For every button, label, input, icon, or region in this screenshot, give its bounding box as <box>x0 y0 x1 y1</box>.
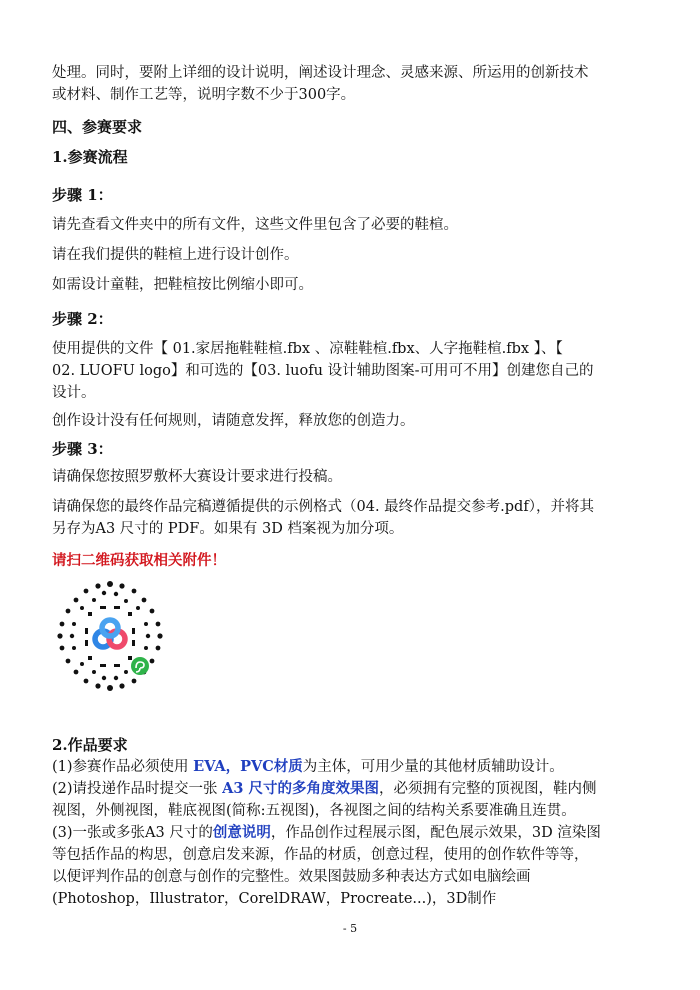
intro-line-2: 或材料、制作工艺等，说明字数不少于300字。 <box>52 87 356 103</box>
step-3-text-1: 请确保您按照罗敷杯大赛设计要求进行投稿。 <box>52 469 342 485</box>
step-2-text-1-line-3: 设计。 <box>52 385 96 401</box>
step-2-text-1-line-2: 02. LUOFU logo】和可选的【03. luofu 设计辅助图案-可用可不用】创建您自己的 <box>52 363 594 379</box>
process-heading: 1.参赛流程 <box>52 148 128 166</box>
requirement-3-line-3: 以便评判作品的创意与创作的完整性。效果图鼓励多种表达方式如电脑绘画 <box>52 869 531 885</box>
requirement-2-prefix: (2)请投递作品时提交一张 <box>52 781 223 797</box>
requirement-2-suffix: ，必须拥有完整的顶视图，鞋内侧 <box>379 781 597 797</box>
step-2-text-2: 创作设计没有任何规则，请随意发挥，释放您的创造力。 <box>52 413 415 429</box>
requirement-3-suffix: ，作品创作过程展示图，配色展示效果，3D 渲染图 <box>270 825 601 841</box>
requirement-3-highlight: 创意说明 <box>212 824 271 841</box>
requirement-3-line-1 <box>52 822 652 844</box>
requirement-3-line-4: (Photoshop，Illustrator，CorelDRAW，Procreate...)，3D制作 <box>52 891 497 907</box>
scan-qr-notice: 请扫二维码获取相关附件！ <box>52 552 226 569</box>
requirements-heading: 2.作品要求 <box>52 736 128 754</box>
page-number: - 5 <box>342 922 358 935</box>
step-1-heading: 步骤 1： <box>52 186 113 204</box>
step-2-heading: 步骤 2： <box>52 310 113 328</box>
requirement-1 <box>52 756 652 778</box>
requirement-3-line-2: 等包括作品的构思，创意启发来源，作品的材质，创意过程，使用的创作软件等等， <box>52 847 589 863</box>
step-3-text-2-line-1: 请确保您的最终作品完稿遵循提供的示例格式（04. 最终作品提交参考.pdf），并将其 <box>52 499 594 515</box>
step-1-text-1: 请先查看文件夹中的所有文件，这些文件里包含了必要的鞋楦。 <box>52 217 458 233</box>
step-1-text-2: 请在我们提供的鞋楦上进行设计创作。 <box>52 247 299 263</box>
step-2-text-1-line-1: 使用提供的文件【 01.家居拖鞋鞋楦.fbx 、凉鞋鞋楦.fbx、人字拖鞋楦.fbx 】、【 <box>52 341 563 357</box>
step-3-text-2-line-2: 另存为A3 尺寸的 PDF。如果有 3D 档案视为加分项。 <box>52 521 404 537</box>
requirement-3-prefix: (3)一张或多张A3 尺寸的 <box>52 825 213 841</box>
requirement-2-line-2: 视图，外侧视图，鞋底视图(简称:五视图)，各视图之间的结构关系要准确且连贯。 <box>52 803 576 819</box>
qr-code-icon <box>52 578 168 694</box>
requirement-2-highlight: A3 尺寸的多角度效果图 <box>222 780 380 797</box>
requirement-1-highlight: EVA，PVC材质 <box>193 758 303 775</box>
section-4-heading: 四、参赛要求 <box>52 118 143 136</box>
requirement-1-prefix: (1)参赛作品必须使用 <box>52 759 194 775</box>
requirement-2-line-1 <box>52 778 652 800</box>
requirement-1-suffix: 为主体，可用少量的其他材质辅助设计。 <box>302 759 564 775</box>
intro-line-1: 处理。同时，要附上详细的设计说明，阐述设计理念、灵感来源、所运用的创新技术 <box>52 65 589 81</box>
step-3-heading: 步骤 3： <box>52 440 113 458</box>
step-1-text-3: 如需设计童鞋，把鞋楦按比例缩小即可。 <box>52 277 313 293</box>
